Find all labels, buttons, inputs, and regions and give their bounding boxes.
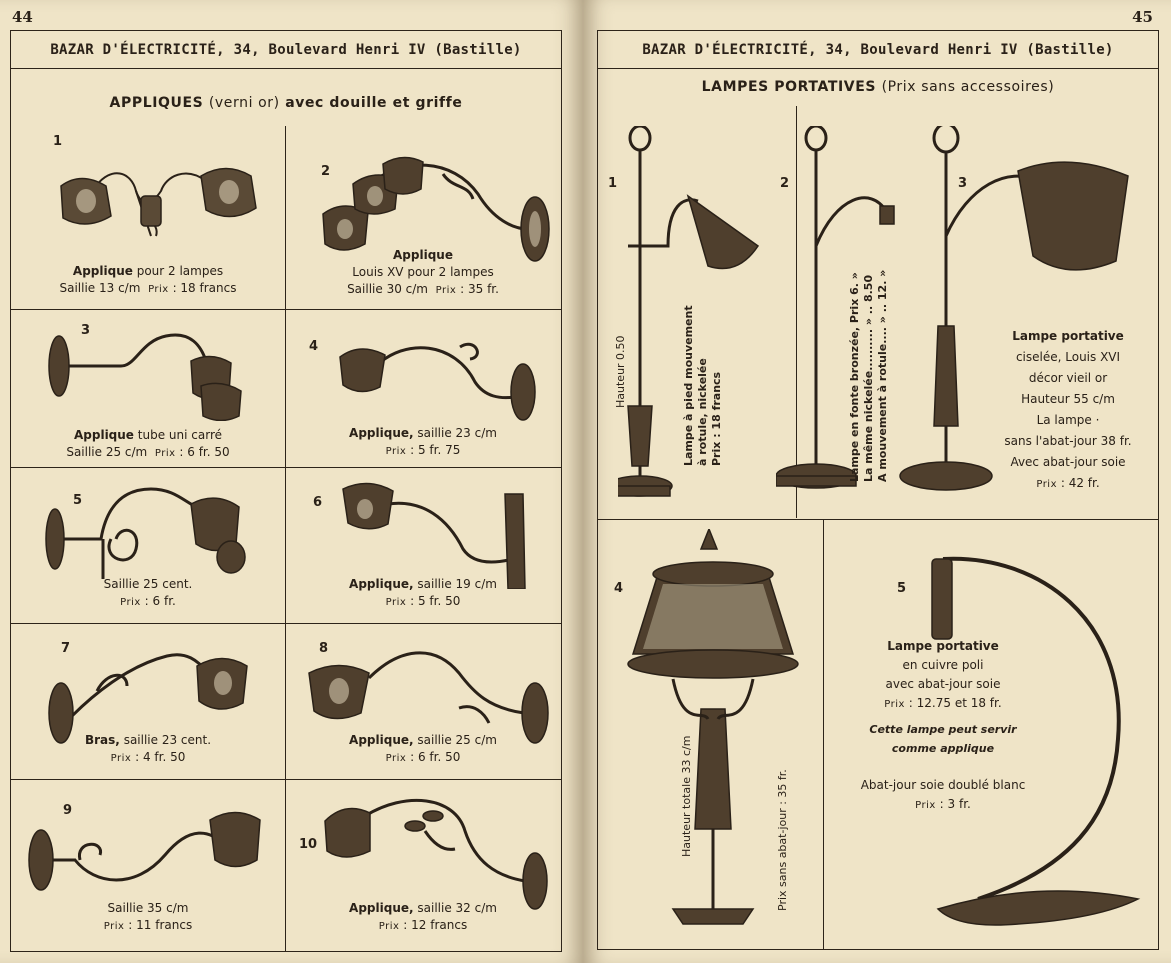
- item-5: [11, 467, 285, 623]
- item-number: 9: [63, 803, 73, 818]
- tulip-sconce-illustration: [325, 327, 545, 427]
- item-1: [11, 126, 285, 309]
- item-7: [11, 623, 285, 779]
- lamp-1-description: Lampe à pied mouvement à rotule, nickelée Prix : 18 francs: [682, 305, 723, 466]
- drop-sconce-illustration: [333, 479, 533, 589]
- item-number: 6: [313, 495, 323, 510]
- lamp-number: 2: [780, 176, 790, 191]
- item-number: 3: [81, 323, 91, 338]
- lamp-3: [898, 106, 1158, 519]
- item-caption: Saillie 25 cent. Prix : 6 fr.: [103, 577, 193, 608]
- right-page: [583, 0, 1171, 963]
- item-caption: Applique, saillie 25 c/m Prix : 6 fr. 50: [349, 733, 497, 764]
- lamp-1: [598, 106, 796, 519]
- long-sconce-illustration: [25, 805, 275, 905]
- page-number-right: 45: [1132, 8, 1153, 26]
- left-header: BAZAR D'ÉLECTRICITÉ, 34, Boulevard Henri IV (Bastille): [11, 31, 561, 69]
- item-number: 7: [61, 641, 71, 656]
- item-number: 2: [321, 164, 331, 179]
- item-10: [285, 779, 561, 951]
- item-number: 1: [53, 134, 63, 149]
- lamp-2-illustration: [776, 126, 916, 516]
- double-sconce-illustration: [41, 146, 261, 246]
- lamp-5-caption: Lampe portative en cuivre poli avec abat-jour soie Prix : 12.75 et 18 fr. Cette lampe peut servir comme applique Abat-jour soie doublé blanc Prix : 3 fr.: [860, 639, 1026, 811]
- lamp-3-caption: Lampe portative ciselée, Louis XVI décor vieil or Hauteur 55 c/m La lampe · sans l'abat-jour 38 fr. Avec abat-jour soie Prix : 42 fr.: [1004, 329, 1132, 490]
- item-caption: Applique tube uni carré Saillie 25 c/m Prix : 6 fr. 50: [66, 428, 230, 459]
- right-frame: [597, 30, 1159, 950]
- item-caption: Saillie 35 c/m Prix : 11 francs: [103, 901, 193, 932]
- lamp-number: 5: [897, 581, 907, 596]
- item-number: 8: [319, 641, 329, 656]
- item-caption: Applique Louis XV pour 2 lampes Saillie 30 c/m Prix : 35 fr.: [347, 248, 499, 296]
- lamp-2-description: Lampe en fonte bronzée, Prix 6. » La même nickelée.......... » .. 8.50 A mouvement à rotule.... » .. 12. »: [848, 269, 889, 482]
- lamp-number: 1: [608, 176, 618, 191]
- item-number: 4: [309, 339, 319, 354]
- item-caption: Bras, saillie 23 cent. Prix : 4 fr. 50: [84, 733, 212, 764]
- item-caption: Applique, saillie 32 c/m Prix : 12 francs: [349, 901, 497, 932]
- page-number-left: 44: [12, 8, 33, 26]
- item-6: [285, 467, 561, 623]
- item-3: [11, 309, 285, 467]
- louis-xv-sconce-illustration: [303, 144, 553, 264]
- lamp-5: [823, 519, 1158, 949]
- lamp-4-price: Prix sans abat-jour : 35 fr.: [776, 769, 789, 911]
- item-caption: Applique, saillie 23 c/m Prix : 5 fr. 75: [349, 426, 497, 457]
- leaf-sconce-illustration: [315, 791, 555, 911]
- lamp-4: [598, 519, 823, 949]
- lamp-number: 4: [614, 581, 624, 596]
- lamp-number: 3: [958, 176, 968, 191]
- curved-sconce-illustration: [299, 633, 554, 748]
- item-8: [285, 623, 561, 779]
- tube-sconce-illustration: [41, 321, 261, 421]
- item-9: [11, 779, 285, 951]
- lamp-1-height: Hauteur 0.50: [614, 335, 627, 408]
- left-page: [0, 0, 583, 963]
- left-frame: [10, 30, 562, 952]
- lampes-title: LAMPES PORTATIVES (Prix sans accessoires): [701, 79, 1055, 95]
- appliques-title: APPLIQUES (verni or) avec douille et griffe: [109, 95, 463, 111]
- item-2: [285, 126, 561, 309]
- item-number: 10: [299, 837, 318, 852]
- scroll-sconce-illustration: [41, 479, 261, 589]
- item-4: [285, 309, 561, 467]
- right-header: BAZAR D'ÉLECTRICITÉ, 34, Boulevard Henri IV (Bastille): [598, 31, 1158, 69]
- item-number: 5: [73, 493, 83, 508]
- item-caption: Applique pour 2 lampes Saillie 13 c/m Prix : 18 francs: [59, 264, 237, 295]
- lamp-4-height: Hauteur totale 33 c/m: [680, 735, 693, 857]
- item-caption: Applique, saillie 19 c/m Prix : 5 fr. 50: [349, 577, 497, 608]
